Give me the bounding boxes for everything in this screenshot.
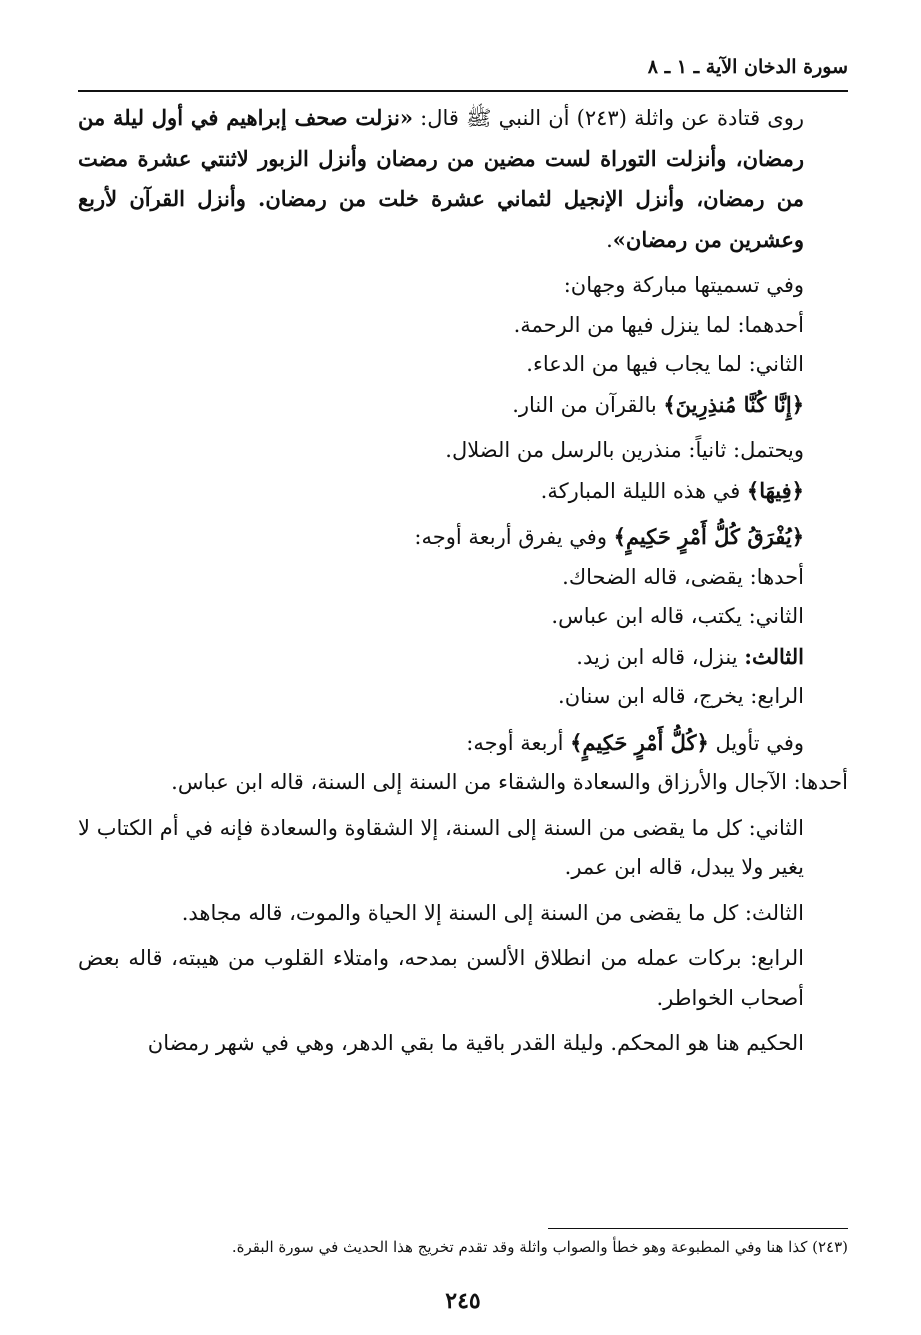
verse-line [78, 385, 848, 426]
interpretation-paragraph: أحدها: الآجال والأرزاق والسعادة والشقاء من السنة إلى السنة، قاله ابن عباس. [171, 770, 848, 794]
verse-line [78, 471, 848, 512]
running-head: سورة الدخان الآية ـ ١ ـ ٨ [647, 56, 848, 78]
page-number: ٢٤٥ [445, 1288, 481, 1314]
verse-comment: بالقرآن من النار. [512, 392, 664, 417]
verse-comment: أربعة أوجه: [466, 730, 571, 755]
text-line: ويحتمل: ثانياً: منذرين بالرسل من الضلال. [445, 438, 804, 462]
verse-prefix: وفي تأويل [708, 730, 804, 755]
closing-paragraph: الحكيم هنا هو المحكم. وليلة القدر باقية ما بقي الدهر، وهي في شهر رمضان [147, 1031, 804, 1055]
text-line: أحدهما: لما ينزل فيها من الرحمة. [513, 312, 804, 337]
hadith-paragraph [78, 98, 848, 260]
verse-comment: في هذه الليلة المباركة. [540, 478, 747, 503]
text-line: وفي تسميتها مباركة وجهان: [563, 273, 804, 297]
verse-quote: ﴿فِيهَا﴾ [746, 477, 804, 503]
footnote-rule [548, 1228, 848, 1229]
verse-quote: ﴿إِنَّا كُنَّا مُنذِرِينَ﴾ [663, 391, 804, 417]
verse-line [78, 723, 848, 764]
footnote: (٢٤٣) كذا هنا وفي المطبوعة وهو خطأ والصواب واثلة وقد تقدم تخريج هذا الحديث في سورة البقرة. [231, 1238, 848, 1256]
verse-line [78, 517, 848, 558]
verse-quote: ﴿يُفْرَقُ كُلُّ أَمْرٍ حَكِيمٍ﴾ [613, 524, 804, 549]
body-text [78, 98, 848, 1064]
item-text: ينزل، قاله ابن زيد. [576, 644, 745, 669]
header-rule [78, 90, 848, 92]
item-label: الثالث: [744, 643, 804, 669]
text-line: الرابع: يخرج، قاله ابن سنان. [558, 684, 804, 708]
text-line: الثاني: يكتب، قاله ابن عباس. [551, 604, 804, 628]
verse-comment: وفي يفرق أربعة أوجه: [414, 525, 614, 549]
text-line [78, 637, 848, 678]
book-page [78, 40, 848, 1314]
hadith-intro: روى قتادة عن واثلة (٢٤٣) أن النبي ﷺ قال: [413, 106, 804, 130]
hadith-quote: «نزلت صحف إبراهيم في أول ليلة من رمضان، وأنزلت التوراة لست مضين من رمضان وأنزل الزبور لاثنتي عشرة مضت من رمضان، وأنزل الإنجيل لثماني عشرة خلت من رمضان. وأنزل القرآن لأربع وعشرين من رمضان» [78, 105, 804, 252]
interpretation-paragraph: الرابع: بركات عمله من انطلاق الألسن بمدحه، وامتلاء القلوب من هيبته، قاله بعض أصحاب الخواطر. [78, 946, 804, 1010]
text-line: الثاني: لما يجاب فيها من الدعاء. [526, 352, 804, 376]
interpretation-paragraph: الثالث: كل ما يقضى من السنة إلى السنة إلا الحياة والموت، قاله مجاهد. [181, 900, 804, 925]
interpretation-paragraph: الثاني: كل ما يقضى من السنة إلى السنة، إلا الشقاوة والسعادة فإنه في أم الكتاب لا يغير ولا يبدل، قاله ابن عمر. [78, 815, 804, 879]
hadith-end: . [606, 227, 613, 252]
verse-quote: ﴿كُلُّ أَمْرٍ حَكِيمٍ﴾ [570, 729, 709, 755]
text-line: أحدها: يقضى، قاله الضحاك. [562, 564, 804, 589]
